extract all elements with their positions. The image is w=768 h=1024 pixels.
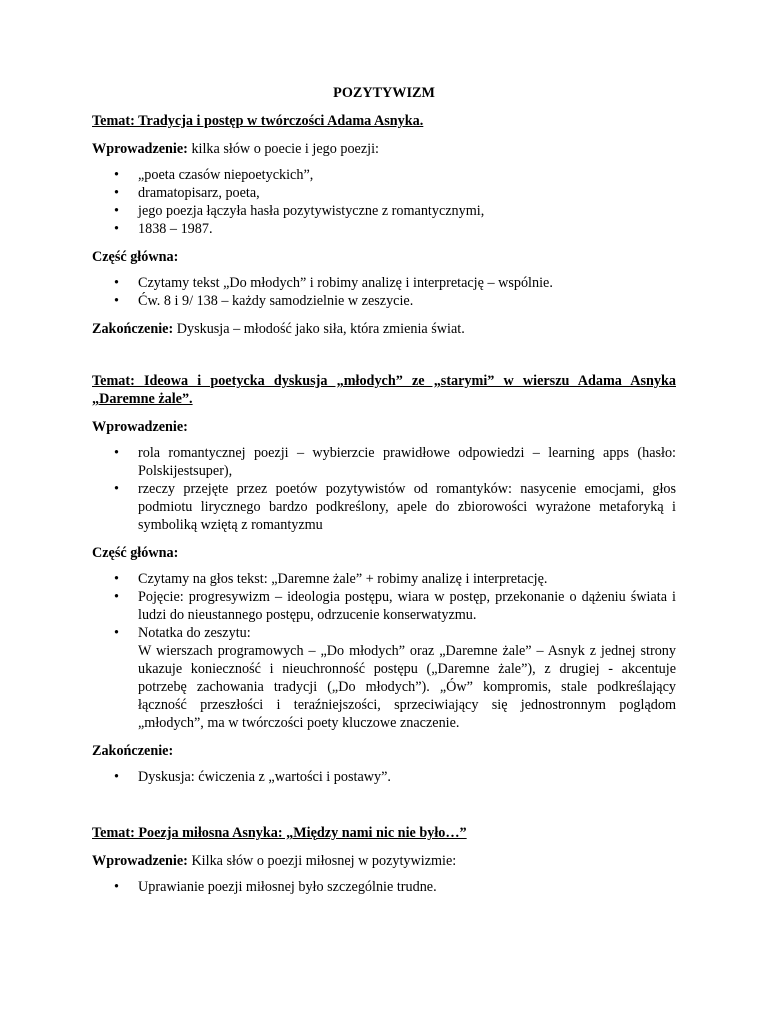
intro-paragraph	[92, 852, 676, 870]
list-item: • rola romantycznej poezji – wybierzcie prawidłowe odpowiedzi – learning apps (hasło: Polskijestsuper),	[92, 444, 676, 480]
intro-list	[92, 166, 676, 238]
list-item: • rzeczy przejęte przez poetów pozytywistów od romantyków: nasycenie emocjami, głos podmiotu lirycznego bardzo podkreślony, apele do zbiorowości wyrażone metaforyką i symboliką wziętą z romantyzmu	[92, 480, 676, 534]
list-item: • Czytamy tekst „Do młodych” i robimy analizę i interpretację – wspólnie.	[92, 274, 676, 292]
intro-text: Kilka słów o poezji miłosnej w pozytywizmie:	[187, 853, 457, 869]
main-list	[92, 274, 676, 310]
lesson-topic: Temat: Ideowa i poetycka dyskusja „młodych” ze „starymi” w wierszu Adama Asnyka „Daremne żale”.	[92, 373, 676, 407]
intro-paragraph	[92, 140, 676, 158]
end-paragraph	[92, 742, 676, 760]
main-list	[92, 570, 676, 732]
note-label: Notatka do zeszytu:	[138, 625, 251, 641]
intro-text: kilka słów o poecie i jego poezji:	[187, 141, 379, 157]
main-label: Część główna:	[92, 249, 179, 265]
end-list	[92, 768, 676, 786]
note-item	[92, 624, 676, 732]
main-paragraph	[92, 544, 676, 562]
lesson-topic: Temat: Poezja miłosna Asnyka: „Między nami nic nie było…”	[92, 825, 467, 841]
intro-label: Wprowadzenie:	[92, 141, 188, 157]
end-paragraph	[92, 320, 676, 338]
list-item: • Dyskusja: ćwiczenia z „wartości i postawy”.	[92, 768, 676, 786]
lesson-section-2	[92, 372, 676, 786]
list-item: • Pojęcie: progresywizm – ideologia postępu, wiara w postęp, przekonanie o dążeniu świata i ludzi do nieustannego postępu, odrzucenie konserwatyzmu.	[92, 588, 676, 624]
end-label: Zakończenie:	[92, 743, 174, 759]
list-item: • dramatopisarz, poeta,	[92, 184, 676, 202]
list-item: • jego poezja łączyła hasła pozytywistyczne z romantycznymi,	[92, 202, 676, 220]
list-item: • Uprawianie poezji miłosnej było szczególnie trudne.	[92, 878, 676, 896]
section-spacer	[92, 346, 676, 372]
intro-list	[92, 878, 676, 896]
end-label: Zakończenie:	[92, 321, 174, 337]
document-title: POZYTYWIZM	[333, 85, 435, 101]
document-page	[92, 84, 676, 906]
list-item: • 1838 – 1987.	[92, 220, 676, 238]
intro-label: Wprowadzenie:	[92, 853, 188, 869]
list-item: • Ćw. 8 i 9/ 138 – każdy samodzielnie w zeszycie.	[92, 292, 676, 310]
lesson-topic: Temat: Tradycja i postęp w twórczości Adama Asnyka.	[92, 113, 424, 129]
list-item: • Czytamy na głos tekst: „Daremne żale” + robimy analizę i interpretację.	[92, 570, 676, 588]
main-label: Część główna:	[92, 545, 179, 561]
main-paragraph	[92, 248, 676, 266]
intro-label: Wprowadzenie:	[92, 419, 188, 435]
intro-paragraph	[92, 418, 676, 436]
lesson-section-1	[92, 112, 676, 338]
note-text: W wierszach programowych – „Do młodych” oraz „Daremne żale” – Asnyk z jednej strony ukazuje konieczność i nieuchronność postępu („Daremne żale”), z drugiej - akcentuje potrzebę zachowania tradycji („Do młodych”). „Ów” kompromis, stale podkreślający łączność przeszłości i teraźniejszości, sprzeciwiający się jednostronnym poglądom „młodych”, ma w twórczości poety kluczowe znaczenie.	[138, 643, 676, 731]
section-spacer	[92, 796, 676, 824]
intro-list	[92, 444, 676, 534]
lesson-section-3	[92, 824, 676, 896]
end-text: Dyskusja – młodość jako siła, która zmienia świat.	[173, 321, 465, 337]
list-item: • „poeta czasów niepoetyckich”,	[92, 166, 676, 184]
